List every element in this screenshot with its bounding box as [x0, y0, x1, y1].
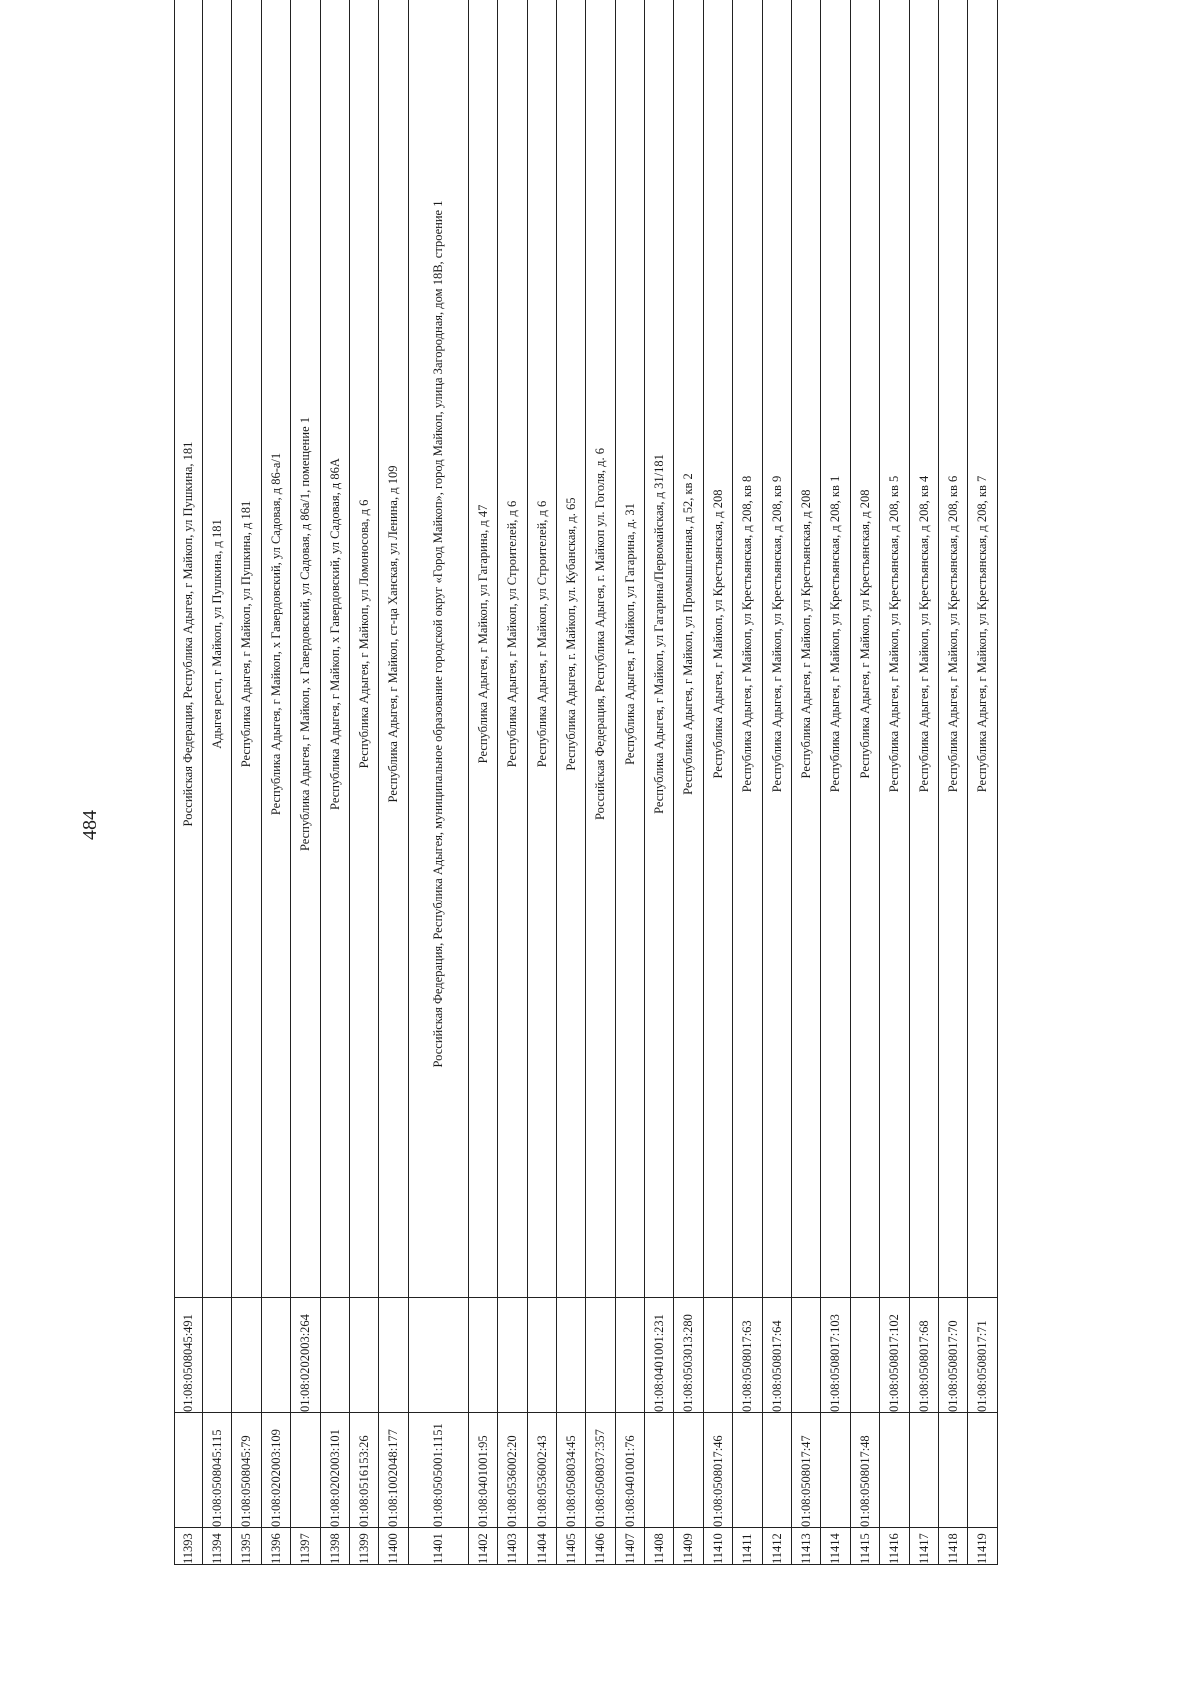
row-number-cell: 11410 — [703, 1528, 732, 1565]
row-number-cell: 11402 — [468, 1528, 497, 1565]
parent-cadastral-number-cell — [556, 1298, 585, 1413]
address-cell: Республика Адыгея, г Майкоп, х Гавердовский, ул Садовая, д 86А — [320, 0, 349, 1298]
parent-cadastral-number-cell — [527, 1298, 556, 1413]
parent-cadastral-number-cell — [468, 1298, 497, 1413]
parent-cadastral-number-cell: 01:08:0508017:64 — [762, 1298, 791, 1413]
table-row — [291, 0, 320, 1565]
cadastral-number-cell — [175, 1413, 203, 1528]
row-number-cell: 11414 — [821, 1528, 850, 1565]
address-cell: Республика Адыгея, г Майкоп, ул Пушкина, д 181 — [232, 0, 261, 1298]
table-row — [909, 0, 938, 1565]
row-number-cell: 11418 — [938, 1528, 967, 1565]
registry-table-body — [175, 0, 998, 1565]
table-row — [586, 0, 615, 1565]
cadastral-number-cell: 01:08:0516153:26 — [349, 1413, 378, 1528]
address-cell: Республика Адыгея, г Майкоп, х Гавердовский, ул Садовая, д 86а/1, помещение 1 — [291, 0, 320, 1298]
cadastral-number-cell — [291, 1413, 320, 1528]
cadastral-number-cell — [645, 1413, 674, 1528]
row-number-cell: 11413 — [792, 1528, 821, 1565]
address-cell: Республика Адыгея, г Майкоп, ул Крестьянская, д 208, кв 9 — [762, 0, 791, 1298]
registry-table — [174, 0, 998, 1565]
table-row — [733, 0, 762, 1565]
cadastral-number-cell: 01:08:0401001:76 — [615, 1413, 644, 1528]
address-cell: Республика Адыгея, г Майкоп, ул Крестьянская, д 208, кв 5 — [880, 0, 909, 1298]
parent-cadastral-number-cell — [850, 1298, 879, 1413]
row-number-cell: 11400 — [379, 1528, 408, 1565]
parent-cadastral-number-cell — [379, 1298, 408, 1413]
table-row — [527, 0, 556, 1565]
cadastral-number-cell: 01:08:0401001:95 — [468, 1413, 497, 1528]
page-number: 484 — [78, 810, 101, 840]
table-row — [645, 0, 674, 1565]
address-cell: Республика Адыгея, г Майкоп, ул Крестьянская, д 208 — [850, 0, 879, 1298]
row-number-cell: 11394 — [203, 1528, 232, 1565]
table-row — [821, 0, 850, 1565]
address-cell: Республика Адыгея, г Майкоп, ул Промышленная, д 52, кв 2 — [674, 0, 703, 1298]
row-number-cell: 11403 — [498, 1528, 527, 1565]
cadastral-number-cell: 01:08:0508045:115 — [203, 1413, 232, 1528]
table-row — [379, 0, 408, 1565]
address-cell: Адыгея респ, г Майкоп, ул Пушкина, д 181 — [203, 0, 232, 1298]
row-number-cell: 11399 — [349, 1528, 378, 1565]
table-row — [615, 0, 644, 1565]
cadastral-number-cell: 01:08:0508017:48 — [850, 1413, 879, 1528]
parent-cadastral-number-cell: 01:08:0508017:71 — [968, 1298, 997, 1413]
cadastral-number-cell — [762, 1413, 791, 1528]
cadastral-number-cell: 01:08:0508037:357 — [586, 1413, 615, 1528]
table-row — [232, 0, 261, 1565]
address-cell: Республика Адыгея, г Майкоп, ул Гагарина/Первомайская, д 31/181 — [645, 0, 674, 1298]
address-cell: Республика Адыгея, г. Майкоп, ул. Кубанская, д. 65 — [556, 0, 585, 1298]
table-row — [349, 0, 378, 1565]
address-cell: Республика Адыгея, г Майкоп, ул Гагарина, д. 31 — [615, 0, 644, 1298]
table-row — [703, 0, 732, 1565]
row-number-cell: 11409 — [674, 1528, 703, 1565]
row-number-cell: 11397 — [291, 1528, 320, 1565]
parent-cadastral-number-cell — [615, 1298, 644, 1413]
row-number-cell: 11416 — [880, 1528, 909, 1565]
row-number-cell: 11408 — [645, 1528, 674, 1565]
cadastral-number-cell: 01:08:0202003:109 — [261, 1413, 290, 1528]
parent-cadastral-number-cell — [203, 1298, 232, 1413]
registry-table-container — [174, 0, 998, 1565]
address-cell: Республика Адыгея, г Майкоп, ул Крестьянская, д 208, кв 6 — [938, 0, 967, 1298]
parent-cadastral-number-cell — [408, 1298, 468, 1413]
row-number-cell: 11398 — [320, 1528, 349, 1565]
parent-cadastral-number-cell — [703, 1298, 732, 1413]
address-cell: Республика Адыгея, г Майкоп, ул Крестьянская, д 208, кв 7 — [968, 0, 997, 1298]
address-cell: Республика Адыгея, г Майкоп, ул Крестьянская, д 208 — [792, 0, 821, 1298]
address-cell: Республика Адыгея, г Майкоп, ул Ломоносова, д 6 — [349, 0, 378, 1298]
row-number-cell: 11401 — [408, 1528, 468, 1565]
cadastral-number-cell — [733, 1413, 762, 1528]
cadastral-number-cell — [880, 1413, 909, 1528]
parent-cadastral-number-cell — [349, 1298, 378, 1413]
row-number-cell: 11406 — [586, 1528, 615, 1565]
parent-cadastral-number-cell — [232, 1298, 261, 1413]
cadastral-number-cell: 01:08:0536002:20 — [498, 1413, 527, 1528]
address-cell: Республика Адыгея, г Майкоп, ул Строителей, д 6 — [498, 0, 527, 1298]
parent-cadastral-number-cell: 01:08:0508017:63 — [733, 1298, 762, 1413]
table-row — [850, 0, 879, 1565]
row-number-cell: 11405 — [556, 1528, 585, 1565]
row-number-cell: 11393 — [175, 1528, 203, 1565]
row-number-cell: 11395 — [232, 1528, 261, 1565]
row-number-cell: 11396 — [261, 1528, 290, 1565]
parent-cadastral-number-cell — [261, 1298, 290, 1413]
address-cell: Российская Федерация, Республика Адыгея, муниципальное образование городской округ «Город Майкоп», город Майкоп, улица Загородная, дом 18В, строение 1 — [408, 0, 468, 1298]
address-cell: Республика Адыгея, г Майкоп, ул Гагарина, д 47 — [468, 0, 497, 1298]
table-row — [175, 0, 203, 1565]
table-row — [468, 0, 497, 1565]
address-cell: Республика Адыгея, г Майкоп, ул Крестьянская, д 208 — [703, 0, 732, 1298]
row-number-cell: 11412 — [762, 1528, 791, 1565]
row-number-cell: 11407 — [615, 1528, 644, 1565]
address-cell: Российская Федерация, Республика Адыгея, г. Майкоп ул. Гоголя, д. 6 — [586, 0, 615, 1298]
address-cell: Республика Адыгея, г Майкоп, ул Крестьянская, д 208, кв 4 — [909, 0, 938, 1298]
row-number-cell: 11411 — [733, 1528, 762, 1565]
address-cell: Республика Адыгея, г Майкоп, х Гавердовский, ул Садовая, д 86-а/1 — [261, 0, 290, 1298]
cadastral-number-cell: 01:08:0508045:79 — [232, 1413, 261, 1528]
parent-cadastral-number-cell — [320, 1298, 349, 1413]
row-number-cell: 11419 — [968, 1528, 997, 1565]
cadastral-number-cell — [938, 1413, 967, 1528]
cadastral-number-cell: 01:08:0202003:101 — [320, 1413, 349, 1528]
parent-cadastral-number-cell — [792, 1298, 821, 1413]
table-row — [880, 0, 909, 1565]
table-row — [968, 0, 997, 1565]
cadastral-number-cell: 01:08:0508034:45 — [556, 1413, 585, 1528]
parent-cadastral-number-cell: 01:08:0508017:103 — [821, 1298, 850, 1413]
parent-cadastral-number-cell — [586, 1298, 615, 1413]
cadastral-number-cell — [968, 1413, 997, 1528]
row-number-cell: 11417 — [909, 1528, 938, 1565]
table-row — [320, 0, 349, 1565]
table-row — [203, 0, 232, 1565]
row-number-cell: 11404 — [527, 1528, 556, 1565]
cadastral-number-cell: 01:08:0536002:43 — [527, 1413, 556, 1528]
address-cell: Республика Адыгея, г Майкоп, ст-ца Ханская, ул Ленина, д 109 — [379, 0, 408, 1298]
table-row — [261, 0, 290, 1565]
parent-cadastral-number-cell: 01:08:0202003:264 — [291, 1298, 320, 1413]
table-row — [556, 0, 585, 1565]
address-cell: Российская Федерация, Республика Адыгея, г Майкоп, ул Пушкина, 181 — [175, 0, 203, 1298]
table-row — [792, 0, 821, 1565]
parent-cadastral-number-cell — [498, 1298, 527, 1413]
parent-cadastral-number-cell: 01:08:0508045:491 — [175, 1298, 203, 1413]
cadastral-number-cell — [821, 1413, 850, 1528]
parent-cadastral-number-cell: 01:08:0508017:102 — [880, 1298, 909, 1413]
table-row — [938, 0, 967, 1565]
cadastral-number-cell: 01:08:1002048:177 — [379, 1413, 408, 1528]
cadastral-number-cell: 01:08:0508017:46 — [703, 1413, 732, 1528]
address-cell: Республика Адыгея, г Майкоп, ул Строителей, д 6 — [527, 0, 556, 1298]
cadastral-number-cell — [674, 1413, 703, 1528]
address-cell: Республика Адыгея, г Майкоп, ул Крестьянская, д 208, кв 1 — [821, 0, 850, 1298]
parent-cadastral-number-cell: 01:08:0508017:70 — [938, 1298, 967, 1413]
parent-cadastral-number-cell: 01:08:0508017:68 — [909, 1298, 938, 1413]
table-row — [498, 0, 527, 1565]
row-number-cell: 11415 — [850, 1528, 879, 1565]
cadastral-number-cell: 01:08:0505001:1151 — [408, 1413, 468, 1528]
parent-cadastral-number-cell: 01:08:0503013:280 — [674, 1298, 703, 1413]
parent-cadastral-number-cell: 01:08:0401001:231 — [645, 1298, 674, 1413]
address-cell: Республика Адыгея, г Майкоп, ул Крестьянская, д 208, кв 8 — [733, 0, 762, 1298]
table-row — [762, 0, 791, 1565]
table-row — [674, 0, 703, 1565]
table-row — [408, 0, 468, 1565]
cadastral-number-cell: 01:08:0508017:47 — [792, 1413, 821, 1528]
cadastral-number-cell — [909, 1413, 938, 1528]
